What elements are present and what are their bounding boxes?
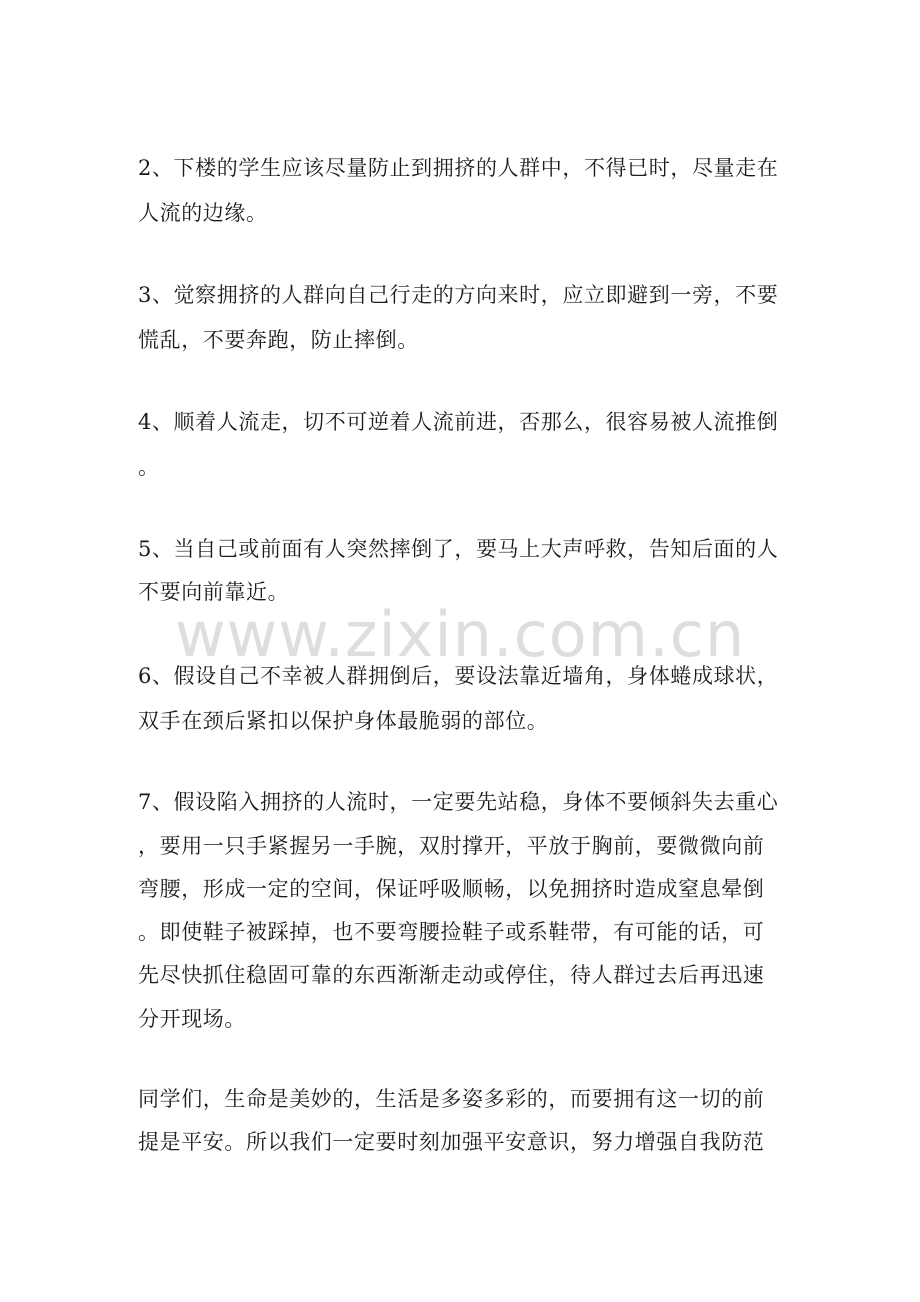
text-line: 3、觉察拥挤的人群向自己行走的方向来时，应立即避到一旁，不要 (138, 283, 779, 307)
text-line: 6、假设自己不幸被人群拥倒后，要设法靠近墙角，身体蜷成球状， (138, 664, 779, 688)
text-line: 分开现场。 (138, 1007, 246, 1031)
text-line: 提是平安。所以我们一定要时刻加强平安意识，努力增强自我防范 (138, 1130, 765, 1154)
text-line: 5、当自己或前面有人突然摔倒了，要马上大声呼救，告知后面的人 (138, 537, 779, 561)
text-line: 2、下楼的学生应该尽量防止到拥挤的人群中，不得已时，尽量走在 (138, 156, 779, 180)
watermark: www.zixin.com.cn (174, 598, 746, 671)
text-line: ，要用一只手紧握另一手腕，双肘撑开，平放于胸前，要微微向前 (138, 834, 765, 858)
text-line: 同学们，生命是美妙的，生活是多姿多彩的，而要拥有这一切的前 (138, 1087, 765, 1111)
text-line: 双手在颈后紧扣以保护身体最脆弱的部位。 (138, 709, 549, 733)
text-line: 4、顺着人流走，切不可逆着人流前进，否那么，很容易被人流推倒 (138, 410, 779, 434)
text-line: 。 (138, 455, 160, 479)
text-line: 7、假设陷入拥挤的人流时，一定要先站稳，身体不要倾斜失去重心 (138, 790, 779, 814)
text-line: 先尽快抓住稳固可靠的东西渐渐走动或停住，待人群过去后再迅速 (138, 963, 765, 987)
text-line: 慌乱，不要奔跑，防止摔倒。 (138, 328, 419, 352)
text-line: 不要向前靠近。 (138, 580, 290, 604)
text-line: 弯腰，形成一定的空间，保证呼吸顺畅，以免拥挤时造成窒息晕倒 (138, 877, 765, 901)
text-line: 人流的边缘。 (138, 201, 268, 225)
text-line: 。即使鞋子被踩掉，也不要弯腰捡鞋子或系鞋带，有可能的话，可 (138, 920, 765, 944)
